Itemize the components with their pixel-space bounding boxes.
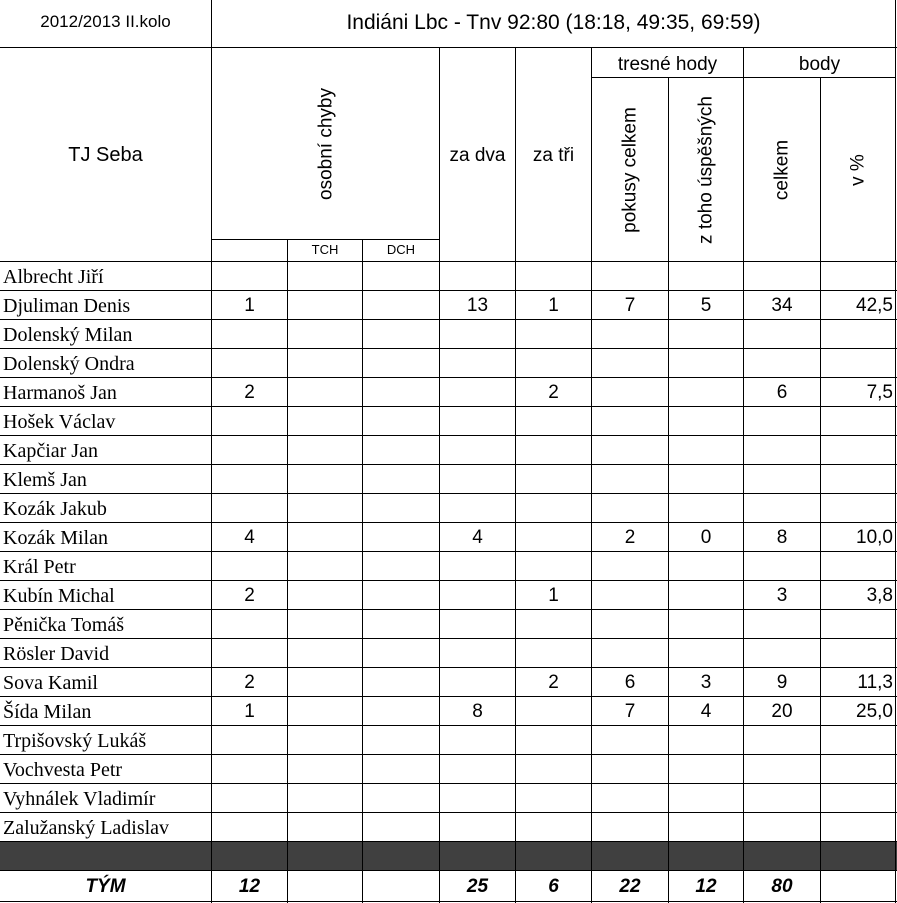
grid-line — [0, 754, 897, 755]
stat-cell-pts: 8 — [776, 527, 788, 548]
stat-cell-pts: 9 — [776, 672, 788, 693]
totals-fouls: 12 — [238, 876, 261, 897]
grid-line — [0, 609, 897, 610]
grid-line — [0, 435, 897, 436]
grid-line — [820, 77, 821, 903]
free-throws-header: tresné hody — [617, 54, 718, 75]
stat-cell-pct: 3,8 — [866, 585, 893, 606]
player-name: Kubín Michal — [3, 585, 115, 607]
grid-line — [0, 290, 897, 291]
grid-line — [0, 464, 897, 465]
stat-cell-fouls: 2 — [244, 585, 255, 606]
grid-line — [0, 870, 897, 871]
grid-line — [0, 696, 897, 697]
grid-line — [212, 239, 439, 240]
stat-cell-fta: 2 — [624, 527, 636, 548]
grid-line — [0, 406, 897, 407]
player-name: Kozák Milan — [3, 527, 108, 549]
player-name: Trpišovský Lukáš — [3, 730, 147, 752]
grid-line — [0, 901, 897, 902]
player-name: Albrecht Jiří — [3, 266, 104, 288]
player-name: Vochvesta Petr — [3, 759, 123, 781]
stat-cell-ftm: 4 — [700, 701, 712, 722]
player-name: Rösler David — [3, 643, 110, 665]
grid-line — [211, 0, 212, 903]
grid-line — [0, 319, 897, 320]
stat-cell-fouls: 1 — [244, 701, 255, 722]
grid-line — [0, 493, 897, 494]
player-name: Kozák Jakub — [3, 498, 107, 520]
tch-header: TCH — [311, 242, 339, 257]
grid-line — [591, 47, 592, 903]
stat-cell-pct: 42,5 — [856, 295, 893, 316]
grid-line — [668, 77, 669, 903]
stat-cell-pts: 34 — [771, 295, 793, 316]
grid-line — [0, 47, 897, 48]
grid-line — [0, 522, 897, 523]
stat-cell-three: 2 — [548, 382, 559, 403]
stat-cell-pts: 6 — [776, 382, 788, 403]
grid-line — [895, 0, 896, 903]
grid-line — [515, 47, 516, 903]
two-point-header: za dva — [449, 145, 506, 166]
dch-header: DCH — [386, 242, 416, 257]
stat-cell-ftm: 0 — [700, 527, 712, 548]
totals-fta: 22 — [619, 876, 641, 897]
three-point-header: za tři — [532, 145, 575, 166]
grid-line — [743, 47, 744, 903]
player-name: Vyhnálek Vladimír — [3, 788, 156, 810]
grid-line — [287, 239, 288, 903]
team-name: TJ Seba — [68, 144, 143, 166]
stat-cell-ftm: 3 — [700, 672, 712, 693]
grid-line — [0, 377, 897, 378]
grid-line — [439, 47, 440, 903]
grid-line — [0, 348, 897, 349]
stat-cell-pts: 3 — [776, 585, 788, 606]
fouls-header: osobní chyby — [315, 88, 336, 200]
grid-line — [0, 725, 897, 726]
player-name: Dolenský Ondra — [3, 353, 135, 375]
grid-line — [0, 812, 897, 813]
player-name: Djuliman Denis — [3, 295, 131, 317]
stat-cell-fta: 7 — [624, 701, 636, 722]
stat-cell-ftm: 5 — [700, 295, 712, 316]
grid-line — [0, 783, 897, 784]
stat-cell-fouls: 2 — [244, 672, 255, 693]
totals-points: 80 — [771, 876, 793, 897]
match-result: Indiáni Lbc - Tnv 92:80 (18:18, 49:35, 69:59) — [346, 11, 761, 34]
stat-cell-fta: 7 — [624, 295, 636, 316]
points-total-header: celkem — [771, 139, 793, 201]
totals-label: TÝM — [85, 876, 126, 897]
stat-cell-two: 4 — [472, 527, 483, 548]
stat-cell-fouls: 1 — [244, 295, 255, 316]
points-percent-header: v % — [847, 154, 869, 186]
grid-line — [0, 667, 897, 668]
player-name: Zalužanský Ladislav — [3, 817, 170, 839]
stat-cell-pct: 7,5 — [866, 382, 893, 403]
stat-cell-two: 13 — [466, 295, 489, 316]
ft-made-header: z toho úspěšných — [695, 96, 717, 244]
separator-band — [0, 842, 897, 870]
player-name: Dolenský Milan — [3, 324, 133, 346]
player-name: Hošek Václav — [3, 411, 116, 433]
stat-cell-three: 1 — [548, 585, 559, 606]
season-label: 2012/2013 II.kolo — [40, 12, 171, 31]
grid-line — [0, 638, 897, 639]
grid-line — [0, 551, 897, 552]
totals-ftm: 12 — [695, 876, 717, 897]
player-name: Klemš Jan — [3, 469, 87, 491]
player-name: Kapčiar Jan — [3, 440, 98, 462]
player-name: Sova Kamil — [3, 672, 98, 694]
stat-cell-pts: 20 — [771, 701, 793, 722]
player-name: Harmanoš Jan — [3, 382, 117, 404]
stat-cell-fta: 6 — [624, 672, 636, 693]
grid-line — [592, 77, 896, 78]
ft-attempts-header: pokusy celkem — [619, 107, 641, 233]
grid-line — [0, 841, 897, 842]
grid-line — [0, 580, 897, 581]
grid-line — [0, 261, 897, 262]
stat-cell-fouls: 2 — [244, 382, 255, 403]
player-name: Pěnička Tomáš — [3, 614, 124, 636]
stat-cell-fouls: 4 — [244, 527, 255, 548]
stat-cell-pct: 11,3 — [857, 672, 893, 693]
stat-cell-three: 2 — [548, 672, 559, 693]
points-header: body — [798, 54, 841, 75]
player-name: Šída Milan — [3, 701, 92, 723]
stat-cell-pct: 25,0 — [856, 701, 893, 722]
stat-cell-three: 1 — [548, 295, 559, 316]
stat-cell-two: 8 — [472, 701, 483, 722]
totals-two: 25 — [466, 876, 489, 897]
player-name: Král Petr — [3, 556, 76, 578]
grid-line — [362, 239, 363, 903]
stat-cell-pct: 10,0 — [856, 527, 893, 548]
totals-three: 6 — [548, 876, 559, 897]
